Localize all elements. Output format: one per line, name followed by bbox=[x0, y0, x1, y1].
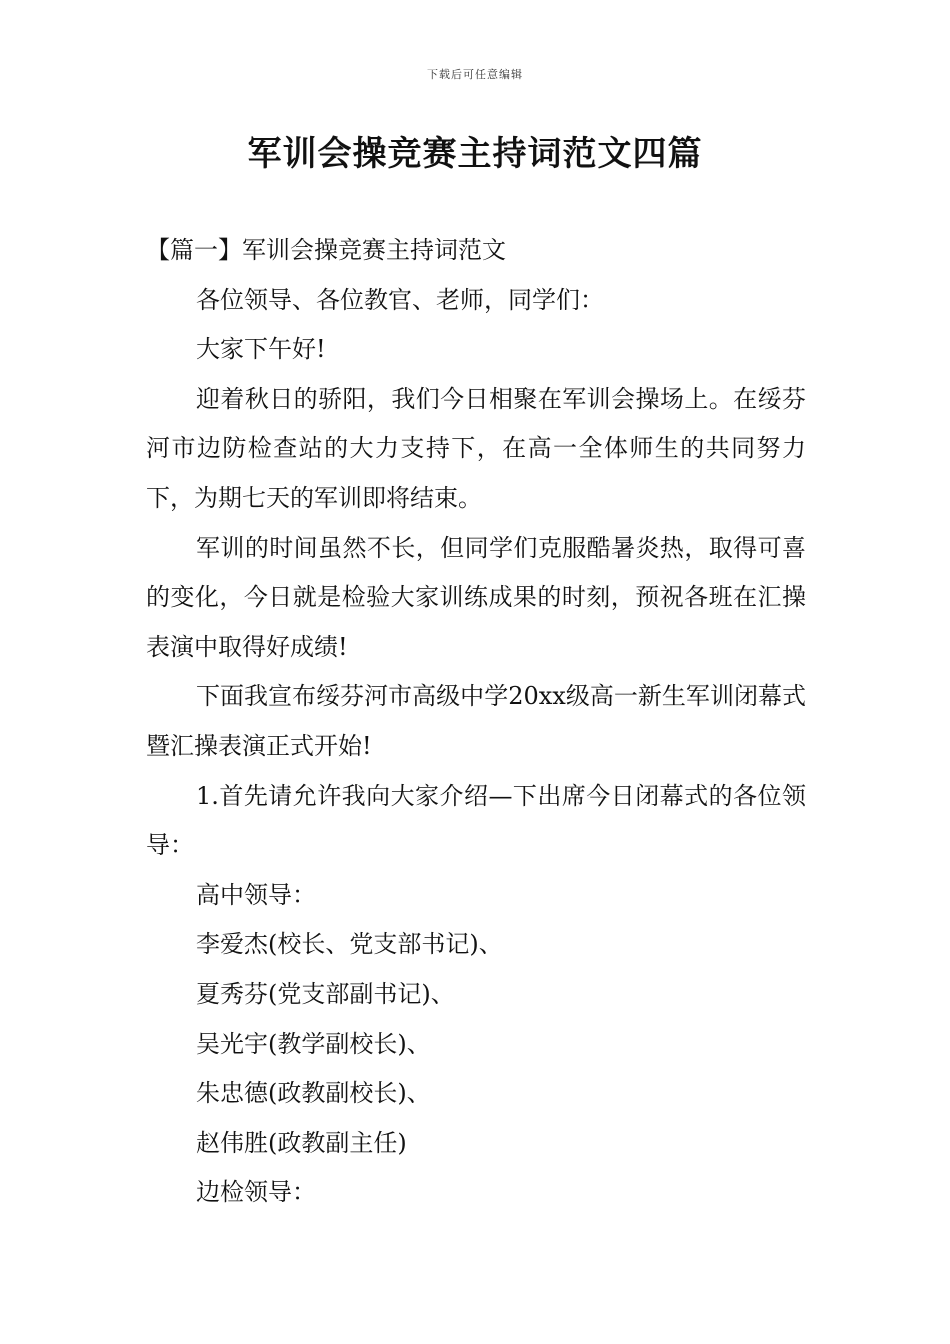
border-leaders-label: 边检领导： bbox=[196, 1178, 316, 1207]
leader-item: 夏秀芬(党支部副书记)、 bbox=[196, 979, 455, 1008]
paragraph-hello: 大家下午好! bbox=[196, 335, 326, 364]
section-heading: 【篇一】军训会操竞赛主持词范文 bbox=[146, 236, 506, 264]
document-title: 军训会操竞赛主持词范文四篇 bbox=[247, 134, 703, 174]
leader-item: 李爱杰(校长、党支部书记)、 bbox=[196, 930, 503, 959]
leader-item: 吴光宇(教学副校长)、 bbox=[196, 1029, 431, 1058]
paragraph-4: 1.首先请允许我向大家介绍—下出席今日闭幕式的各位领导： bbox=[146, 781, 806, 860]
paragraph-greeting: 各位领导、各位教官、老师，同学们： bbox=[196, 285, 604, 314]
document-body bbox=[146, 226, 806, 1218]
paragraph-2: 军训的时间虽然不长，但同学们克服酷暑炎热，取得可喜的变化，今日就是检验大家训练成果的时刻，预祝各班在汇操表演中取得好成绩! bbox=[146, 533, 806, 661]
paragraph-3: 下面我宣布绥芬河市高级中学20xx级高一新生军训闭幕式暨汇操表演正式开始! bbox=[146, 682, 806, 760]
school-leaders-label: 高中领导： bbox=[196, 880, 316, 909]
paragraph-1: 迎着秋日的骄阳，我们今日相聚在军训会操场上。在绥芬河市边防检查站的大力支持下，在高一全体师生的共同努力下，为期七天的军训即将结束。 bbox=[146, 384, 806, 512]
leader-item: 赵伟胜(政教副主任) bbox=[196, 1128, 407, 1157]
header-note: 下载后可任意编辑 bbox=[427, 68, 523, 81]
leader-item: 朱忠德(政教副校长)、 bbox=[196, 1079, 431, 1108]
